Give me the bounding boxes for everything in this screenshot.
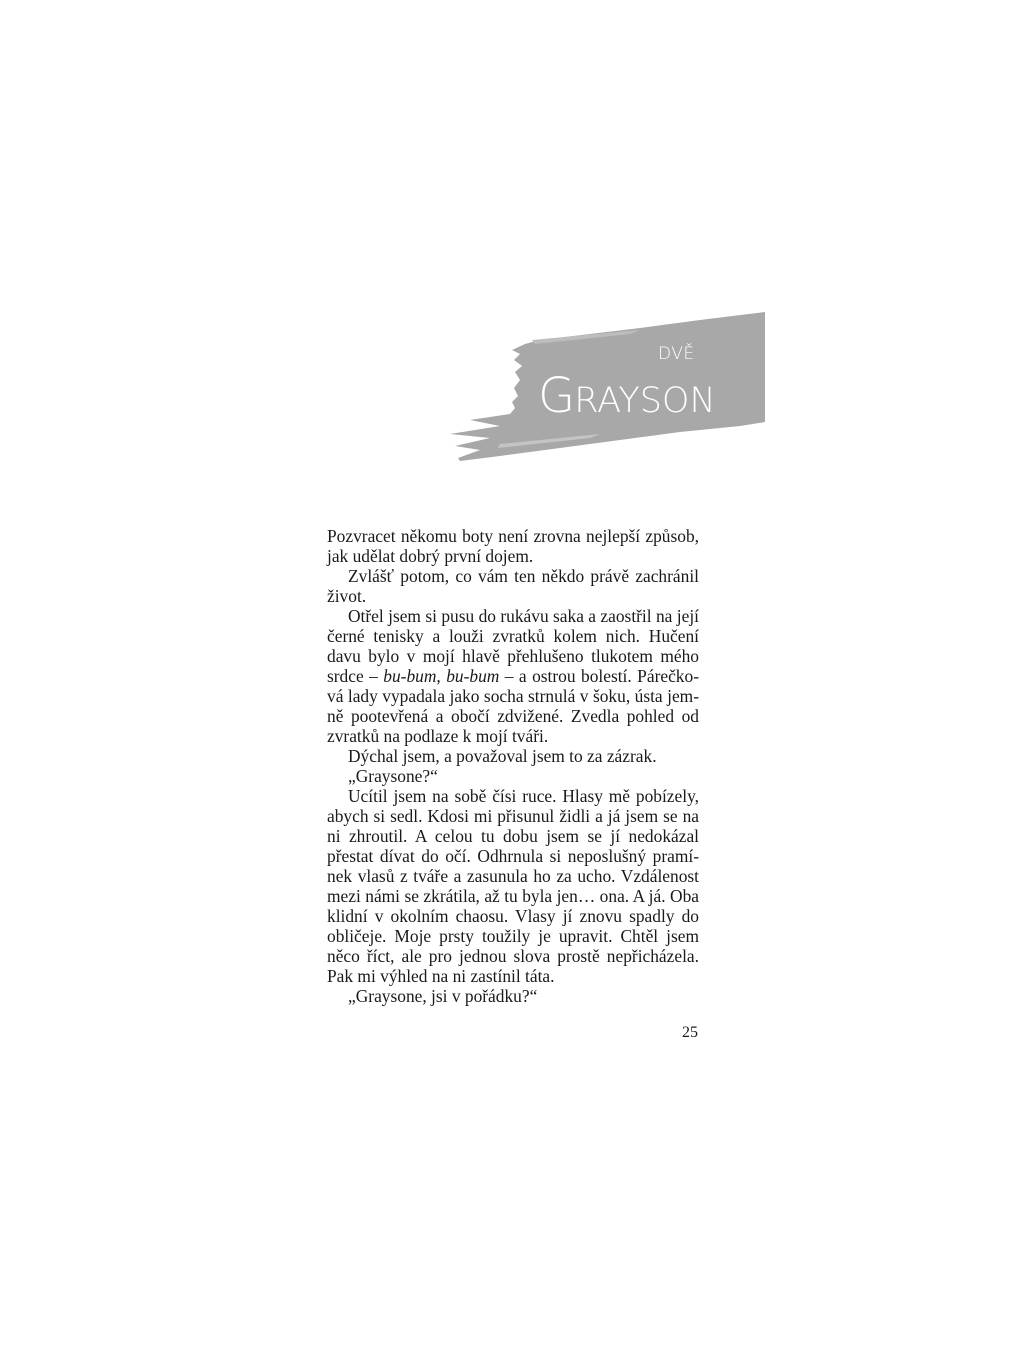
paragraph: Zvlášť potom, co vám ten někdo právě zachránil život.	[327, 566, 699, 606]
paragraph: Dýchal jsem, a považoval jsem to za zázrak.	[348, 746, 657, 766]
paragraph-text: – a ostrou bolestí. Párečková lady vypadala jako socha strnulá v šoku, ústa jemně pootevřená a obočí zdvižené. Zvedla pohled od zvratků na podlaze k mojí tváři.	[327, 666, 699, 746]
emphasis-text: bu-bum, bu-bum	[383, 666, 500, 686]
paragraph-text: Otřel jsem si pusu do rukávu saka a zaostřil na její černé tenisky a louži zvratků kolem nich. Hučení davu bylo v mojí hlavě přehlušeno tlukotem mého srdce –	[327, 606, 699, 686]
paragraph: „Graysone, jsi v pořádku?“	[348, 986, 538, 1006]
paragraph	[327, 606, 699, 746]
page-number: 25	[682, 1024, 698, 1041]
body-text	[327, 526, 699, 1006]
paragraph: Ucítil jsem na sobě čísi ruce. Hlasy mě pobízely, abych si sedl. Kdosi mi přisunul židli a já jsem se na ni zhroutil. A celou tu dobu jsem se jí nedokázal přestat dívat do očí. Odhrnula si neposlušný pramínek vlasů z tváře a zasunula ho za ucho. Vzdálenost mezi námi se zkrátila, až tu byla jen… ona. A já. Oba klidní v okolním chaosu. Vlasy jí znovu spadly do obličeje. Moje prsty toužily je upravit. Chtěl jsem něco říct, ale pro jednou slova prostě nepřicházela. Pak mi výhled na ni zastínil táta.	[327, 786, 699, 986]
paragraph: „Graysone?“	[348, 766, 438, 786]
chapter-number: DVĚ	[658, 344, 695, 364]
paragraph: Pozvracet někomu boty není zrovna nejlepší způsob, jak udělat dobrý první dojem.	[327, 526, 699, 566]
chapter-title	[538, 368, 716, 424]
chapter-title-initial: G	[538, 368, 575, 424]
chapter-title-rest: RAYSON	[574, 381, 716, 421]
